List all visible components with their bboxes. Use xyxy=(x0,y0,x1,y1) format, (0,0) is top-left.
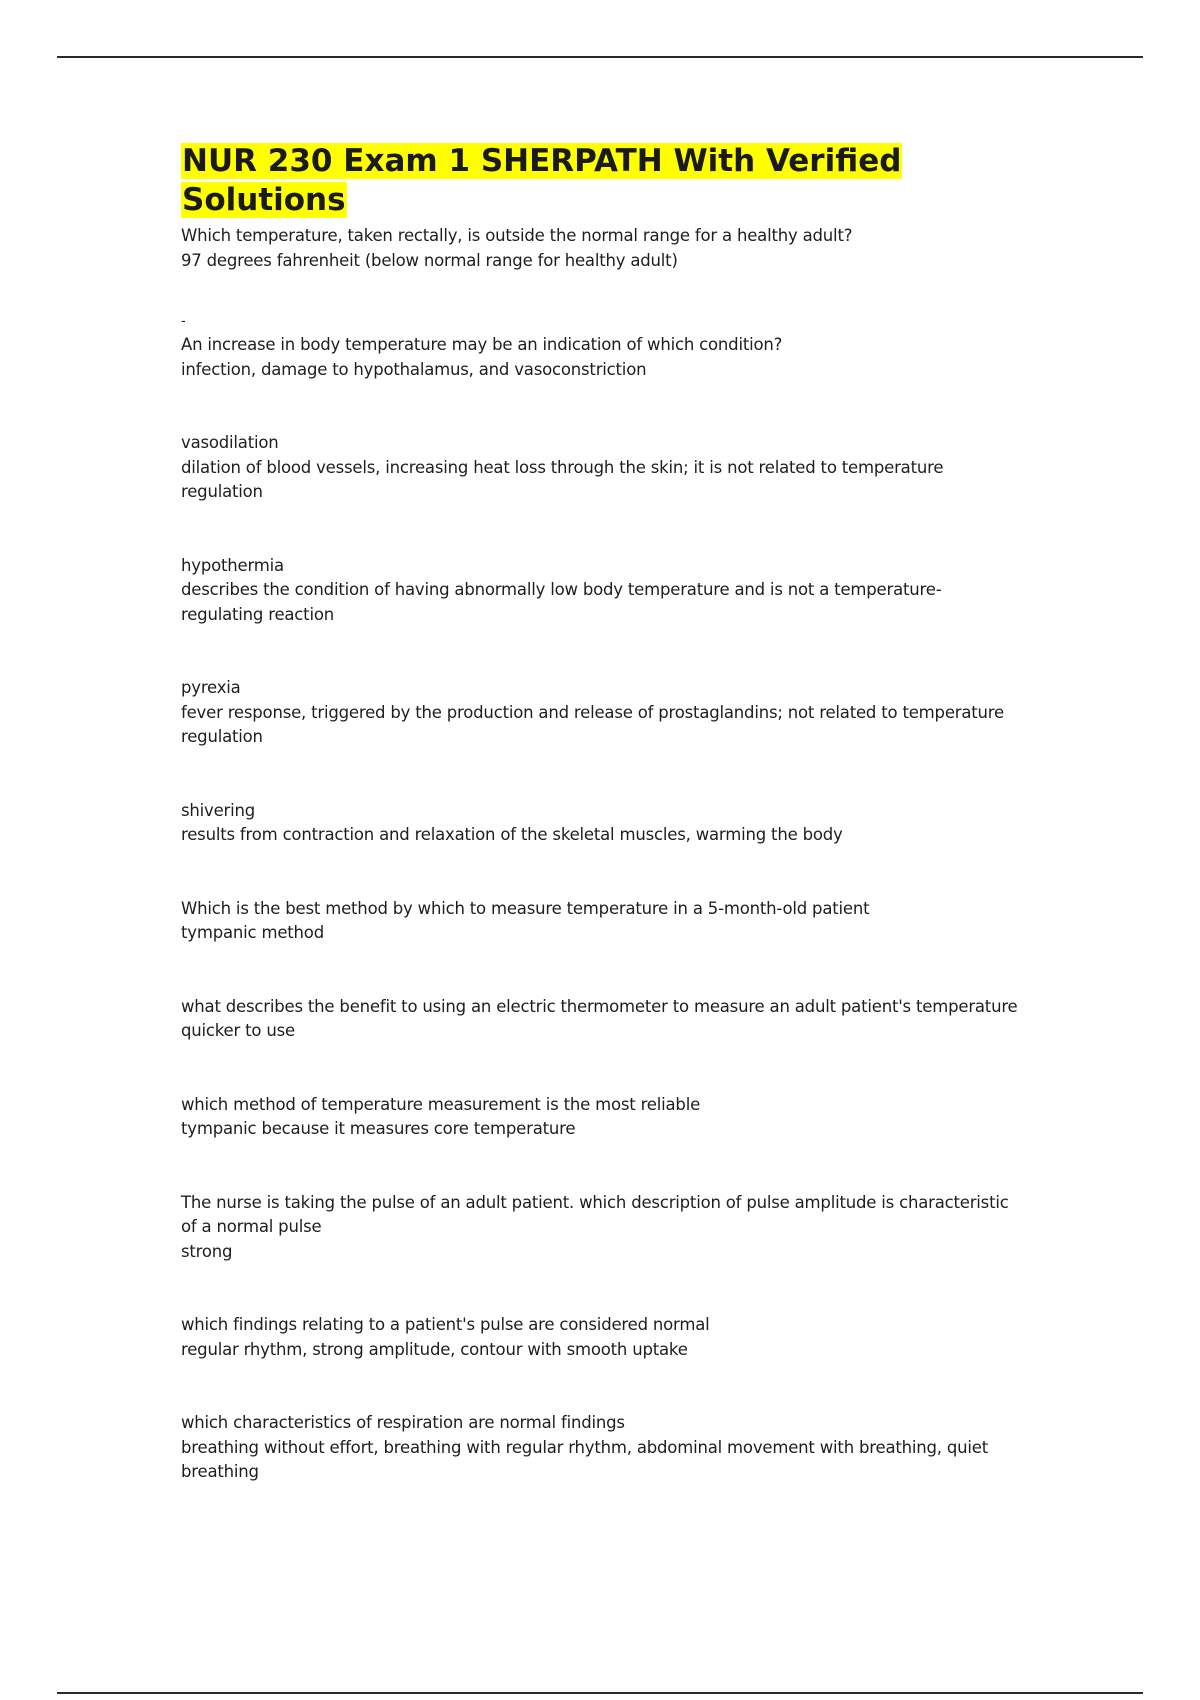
answer-text: fever response, triggered by the production and release of prostaglandins; not related to temperature regulation xyxy=(181,702,1004,746)
question-text: The nurse is taking the pulse of an adult patient. which description of pulse amplitude is characteristic of a normal pulse xyxy=(181,1192,1009,1236)
document-title xyxy=(181,142,1021,220)
answer-text: tympanic method xyxy=(181,923,324,942)
qa-item xyxy=(181,995,1021,1044)
answer-text: dilation of blood vessels, increasing heat loss through the skin; it is not related to temperature regulation xyxy=(181,457,944,501)
question-text: which characteristics of respiration are normal findings xyxy=(181,1413,625,1432)
question-text: Which temperature, taken rectally, is outside the normal range for a healthy adult? xyxy=(181,226,853,245)
bottom-rule xyxy=(57,1692,1143,1694)
answer-text: results from contraction and relaxation of the skeletal muscles, warming the body xyxy=(181,825,843,844)
document-body xyxy=(181,142,1021,1485)
qa-item xyxy=(181,897,1021,946)
title-highlight-line-2: Solutions xyxy=(182,182,346,218)
qa-item xyxy=(181,1313,1021,1362)
qa-item xyxy=(181,431,1021,505)
question-text: vasodilation xyxy=(181,433,279,452)
question-text: shivering xyxy=(181,800,256,820)
answer-text: strong xyxy=(181,1241,233,1261)
question-text: which method of temperature measurement is the most reliable xyxy=(181,1094,701,1114)
separator-dash: - xyxy=(181,312,186,328)
qa-item xyxy=(181,799,1021,848)
answer-text: regular rhythm, strong amplitude, contour with smooth uptake xyxy=(181,1339,688,1359)
qa-item xyxy=(181,554,1021,628)
qa-item xyxy=(181,333,1021,382)
top-rule xyxy=(57,56,1143,58)
question-text: An increase in body temperature may be an indication of which condition? xyxy=(181,335,783,354)
answer-text: describes the condition of having abnormally low body temperature and is not a temperature-regulating reaction xyxy=(181,580,942,624)
question-text: hypothermia xyxy=(181,555,284,575)
question-text: what describes the benefit to using an electric thermometer to measure an adult patient's temperature xyxy=(181,996,1018,1016)
qa-item xyxy=(181,224,1021,273)
qa-item xyxy=(181,1411,1021,1485)
question-text: Which is the best method by which to measure temperature in a 5-month-old patient xyxy=(181,898,870,918)
question-text: which findings relating to a patient's pulse are considered normal xyxy=(181,1315,710,1334)
title-highlight-line-1: NUR 230 Exam 1 SHERPATH With Verified xyxy=(182,143,902,179)
answer-text: infection, damage to hypothalamus, and vasoconstriction xyxy=(181,359,647,379)
answer-text: breathing without effort, breathing with regular rhythm, abdominal movement with breathing, quiet breathing xyxy=(181,1437,989,1481)
question-text: pyrexia xyxy=(181,678,241,697)
answer-text: tympanic because it measures core temperature xyxy=(181,1119,576,1138)
answer-text: quicker to use xyxy=(181,1021,295,1040)
qa-item xyxy=(181,676,1021,750)
qa-item xyxy=(181,1093,1021,1142)
answer-text: 97 degrees fahrenheit (below normal range for healthy adult) xyxy=(181,250,678,270)
qa-item xyxy=(181,1191,1021,1265)
